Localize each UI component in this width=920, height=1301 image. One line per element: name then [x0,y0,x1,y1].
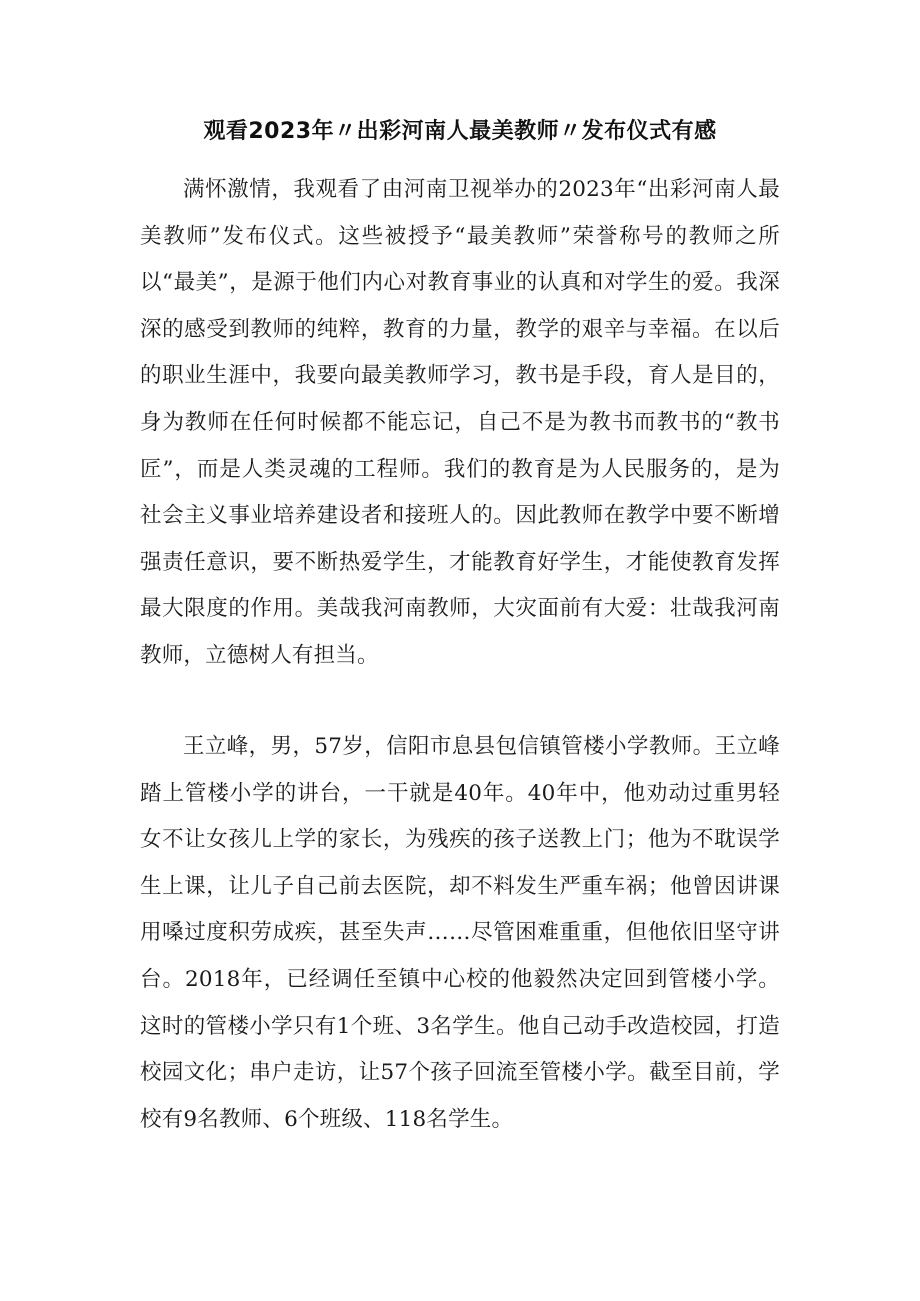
paragraph-intro: 满怀激情，我观看了由河南卫视举办的2023年“出彩河南人最美教师”发布仪式。这些被授予“最美教师”荣誉称号的教师之所以“最美”，是源于他们内心对教育事业的认真和对学生的爱。我深深的感受到教师的纯粹，教育的力量，教学的艰辛与幸福。在以后的职业生涯中，我要向最美教师学习，教书是手段，育人是目的，身为教师在任何时候都不能忘记，自己不是为教书而教书的“教书匠”，而是人类灵魂的工程师。我们的教育是为人民服务的，是为社会主义事业培养建设者和接班人的。因此教师在教学中要不断增强责任意识，要不断热爱学生，才能教育好学生，才能使教育发挥最大限度的作用。美哉我河南教师，大灾面前有大爱：壮哉我河南教师，立德树人有担当。 [140,177,780,668]
document-title: 观看2023年〃出彩河南人最美教师〃发布仪式有感 [203,119,717,144]
paragraph-wang-lifeng: 王立峰，男，57岁，信阳市息县包信镇管楼小学教师。王立峰踏上管楼小学的讲台，一干就是40年。40年中，他劝动过重男轻女不让女孩儿上学的家长，为残疾的孩子送教上门；他为不耽误学生上课，让儿子自己前去医院，却不料发生严重车祸；他曾因讲课用嗓过度积劳成疾，甚至失声……尽管困难重重，但他依旧坚守讲台。2018年，已经调任至镇中心校的他毅然决定回到管楼小学。这时的管楼小学只有1个班、3名学生。他自己动手改造校园，打造校园文化；串户走访，让57个孩子回流至管楼小学。截至目前，学校有9名教师、6个班级、118名学生。 [140,734,780,1132]
